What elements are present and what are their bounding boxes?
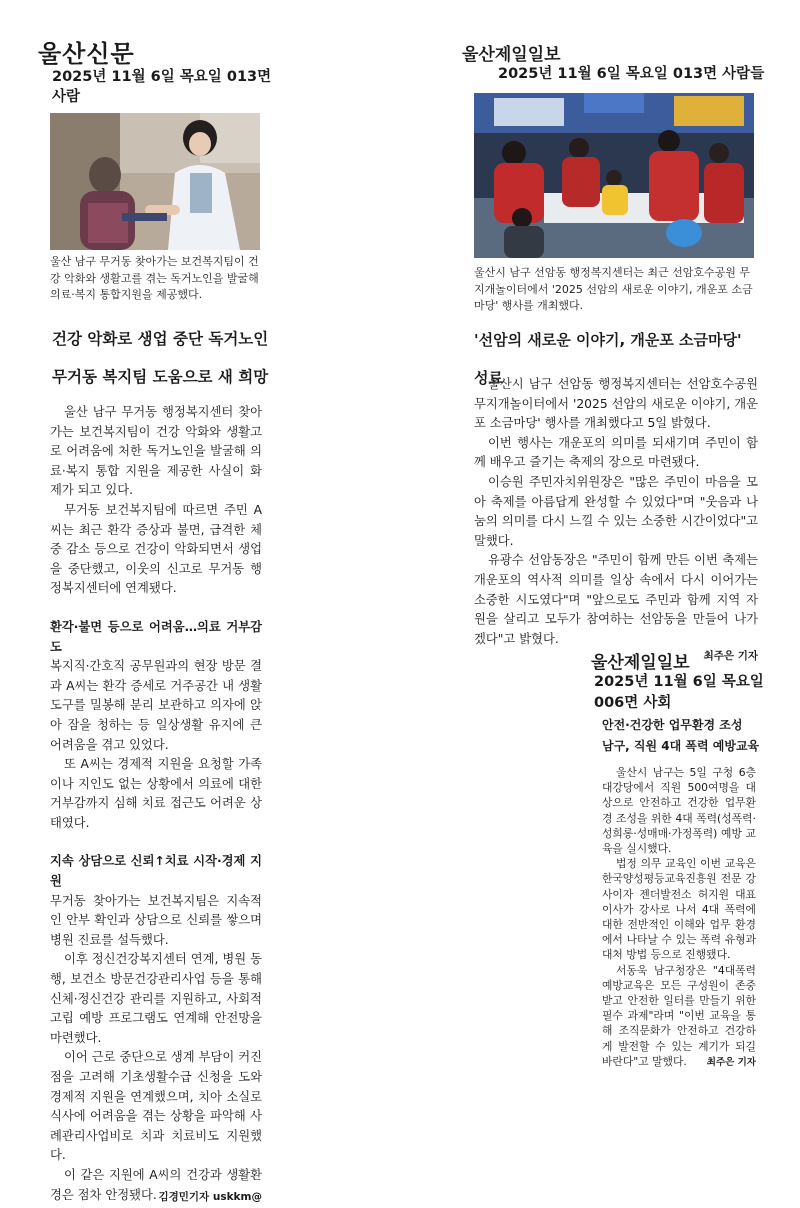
right-top-paragraph: 이승원 주민자치위원장은 "많은 주민이 마음을 모아 축제를 아름답게 완성할 수 있었다"며 "웃음과 나눔의 의미를 다시 느낄 수 있는 소중한 시간이었다"고 말했다. <box>474 474 758 548</box>
left-headline-line2: 무거동 복지팀 도움으로 새 희망 <box>52 368 269 386</box>
left-subheading-1: 환각·불면 등으로 어려움…의료 거부감도 <box>50 619 262 654</box>
right-top-photo-caption: 울산시 남구 선암동 행정복지센터는 최근 선암호수공원 무지개놀이터에서 '2025 선암의 새로운 이야기, 개운포 소금마당' 행사를 개최했다. <box>474 266 753 312</box>
right-top-paragraph: 울산시 남구 선암동 행정복지센터는 선암호수공원 무지개놀이터에서 '2025 선암의 새로운 이야기, 개운포 소금마당' 행사를 개최했다고 5일 밝혔다. <box>474 377 758 431</box>
left-paragraph: 이어 근로 중단으로 생계 부담이 커진 점을 고려해 기초생활수급 신청을 도와 경제적 지원을 연계했으며, 치아 소실로 식사에 어려움을 겪는 상황을 파악해 사례관리사업비로 치과 치료비도 지원했다. <box>50 1050 262 1163</box>
left-paragraph: 이후 정신건강복지센터 연계, 병원 동행, 보건소 방문건강관리사업 등을 통해 신체·정신건강 관리를 지원하고, 사회적 고립 예방 프로그램도 연계해 안전망을 마련했다. <box>50 952 262 1045</box>
left-headline-line1: 건강 악화로 생업 중단 독거노인 <box>52 330 269 348</box>
right-top-date-line: 2025년 11월 6일 목요일 013면 사람들 <box>498 66 765 82</box>
right-bottom-paragraph: 법정 의무 교육인 이번 교육은 한국양성평등교육진흥원 전문 강사이자 젠더발전소 허지원 대표이사가 강사로 나서 4대 폭력에 대한 전반적인 이해와 업무 환경에서 나타날 수 있는 폭력 유형과 대처 방법 등으로 진행됐다. <box>602 857 756 962</box>
left-subheading-2: 지속 상담으로 신뢰↑치료 시작·경제 지원 <box>50 854 262 889</box>
right-top-paragraph: 유광수 선암동장은 "주민이 함께 만든 이번 축제는 개운포의 역사적 의미를 일상 속에서 다시 이어가는 소중한 시도였다"며 "앞으로도 주민과 함께 지역 자원을 살리고 모두가 참여하는 선암동을 만들어 나가겠다"고 밝혔다. <box>474 553 758 646</box>
right-bottom-paper-name: 울산제일일보 <box>591 653 690 673</box>
left-paragraph: 복지직·간호직 공무원과의 현장 방문 결과 A씨는 환각 증세로 거주공간 내 생활도구를 밀봉해 분리 보관하고 의자에 앉아 잠을 청하는 등 일상생활 유지에 큰 어려움을 겪고 있었다. <box>50 659 262 752</box>
left-paragraph: 또 A씨는 경제적 지원을 요청할 가족이나 지인도 없는 상황에서 의료에 대한 거부감까지 심해 치료 접근도 어려운 상태였다. <box>50 757 262 830</box>
left-section: 사람 <box>52 89 81 105</box>
right-bottom-headline-line2: 남구, 직원 4대 폭력 예방교육 <box>602 739 760 753</box>
right-bottom-headline-line1: 안전·건강한 업무환경 조성 <box>602 718 743 732</box>
left-paragraph: 울산 남구 무거동 행정복지센터 찾아가는 보건복지팀이 건강 악화와 생활고로 어려움에 처한 독거노인을 발굴해 의료·복지 통합 지원을 제공한 사실이 화제가 되고 있다. <box>50 405 262 498</box>
right-top-article-body <box>474 375 758 667</box>
left-photo <box>50 113 260 250</box>
left-photo-caption: 울산 남구 무거동 찾아가는 보건복지팀이 건강 악화와 생활고를 겪는 독거노인을 발굴해 의료·복지 통합지원을 제공했다. <box>50 255 259 301</box>
left-paragraph: 무거동 찾아가는 보건복지팀은 지속적인 안부 확인과 상담으로 신뢰를 쌓으며 병원 진료를 설득했다. <box>50 893 262 947</box>
right-bottom-paragraph: 서동욱 남구청장은 "4대폭력 예방교육은 모든 구성원이 존중받고 안전한 일터를 만들기 위한 필수 과제"라며 "이번 교육을 통해 조직문화가 안전하고 건강하게 발전할 수 있는 계기가 되길 바란다"고 말했다. <box>602 963 756 1068</box>
right-bottom-article-body <box>602 765 756 1070</box>
right-bottom-date-line: 2025년 11월 6일 목요일 <box>594 674 764 690</box>
right-top-headline: '선암의 새로운 이야기, 개운포 소금마당' 성료 <box>474 331 742 387</box>
right-top-byline: 최주은 기자 <box>703 650 758 663</box>
right-bottom-section: 006면 사회 <box>594 695 672 711</box>
left-byline: 김경민기자 uskkm@ <box>158 1191 262 1204</box>
right-bottom-paragraph: 울산시 남구는 5일 구청 6층 대강당에서 직원 500여명을 대상으로 안전하고 건강한 업무환경 조성을 위한 4대 폭력(성폭력·성희롱·성매매·가정폭력) 예방 교육을 실시했다. <box>602 766 756 856</box>
left-paper-name: 울산신문 <box>38 40 135 68</box>
right-top-photo <box>474 93 754 258</box>
right-top-paragraph: 이번 행사는 개운포의 의미를 되새기며 주민이 함께 배우고 즐기는 축제의 장으로 마련됐다. <box>474 435 758 470</box>
left-paragraph: 무거동 보건복지팀에 따르면 주민 A씨는 최근 환각 증상과 불면, 급격한 체중 감소 등으로 건강이 악화되면서 생업을 중단했고, 이웃의 신고로 무거동 행정복지센터에 연계됐다. <box>50 502 262 596</box>
right-top-paper-name: 울산제일일보 <box>462 45 561 65</box>
left-article-body <box>50 403 262 1208</box>
left-paragraph: 이 같은 지원에 A씨의 건강과 생활환경은 점차 안정됐다. <box>50 1167 262 1202</box>
left-date-line: 2025년 11월 6일 목요일 013면 <box>52 69 272 85</box>
right-bottom-byline: 최주은 기자 <box>706 1057 756 1069</box>
